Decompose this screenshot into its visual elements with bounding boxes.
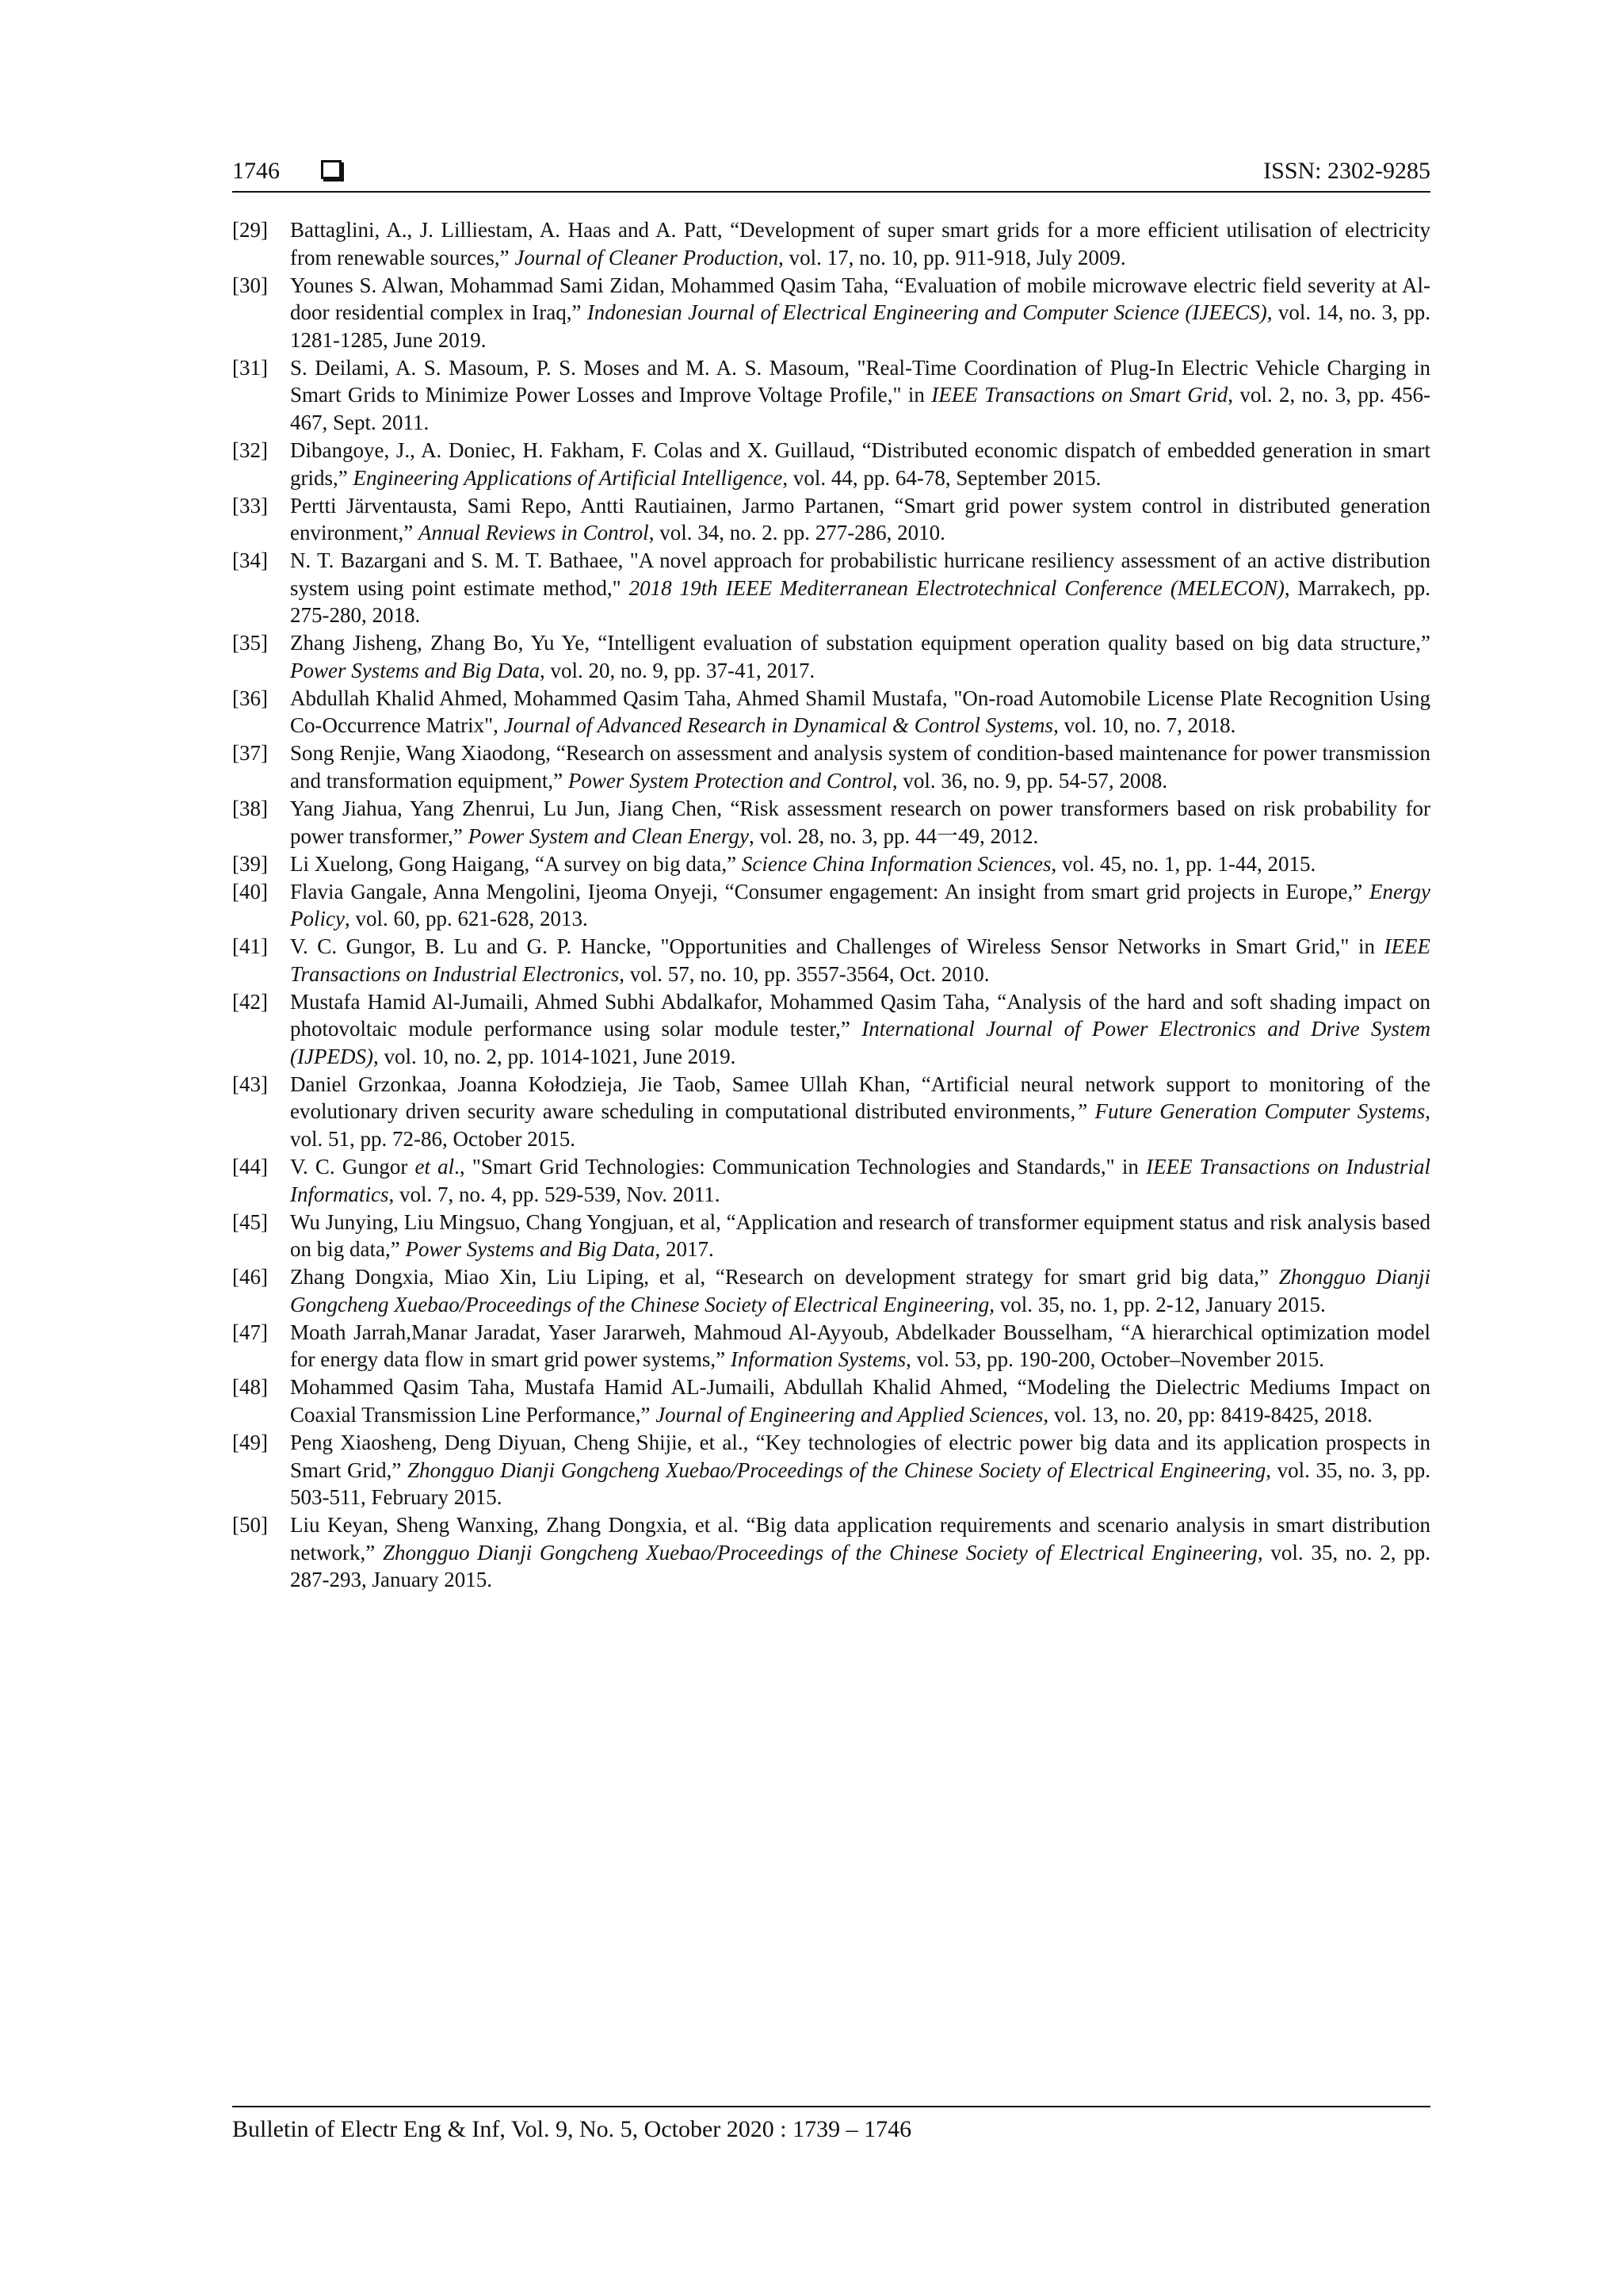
reference-text: [290, 1209, 1430, 1263]
header-rule: [232, 191, 1430, 193]
reference-number: [42]: [232, 989, 268, 1014]
reference-source: Power Systems and Big Data: [405, 1237, 655, 1262]
reference-number: [45]: [232, 1209, 268, 1234]
reference-segment: N. T. Bazargani and S. M. T. Bathaee, "A novel approach for probabilistic hurricane resiliency assessment of an active distribution system using point estimate method,": [290, 548, 1430, 600]
reference-source: Power Systems and Big Data: [290, 658, 540, 682]
reference-item: [232, 1071, 1430, 1153]
reference-number: [35]: [232, 631, 268, 655]
reference-number: [41]: [232, 934, 268, 959]
reference-text: [290, 685, 1430, 739]
footer-rule: [232, 2106, 1430, 2107]
reference-item: [232, 878, 1430, 933]
reference-source: Journal of Cleaner Production: [514, 245, 779, 269]
reference-segment: , vol. 44, pp. 64-78, September 2015.: [782, 465, 1102, 490]
reference-segment: , vol. 45, no. 1, pp. 1-44, 2015.: [1051, 851, 1316, 876]
reference-segment: Mustafa Hamid Al-Jumaili, Ahmed Subhi Abdalkafor, Mohammed Qasim Taha, “Analysis of the hard and soft shading impact on photovoltaic module performance using solar module tester,”: [290, 989, 1430, 1041]
reference-segment: , vol. 36, no. 9, pp. 54-57, 2008.: [892, 769, 1168, 793]
reference-segment: Li Xuelong, Gong Haigang, “A survey on big data,”: [290, 851, 742, 876]
page-header: [232, 155, 1430, 190]
reference-item: [232, 216, 1430, 271]
reference-source: Journal of Engineering and Applied Sciences: [655, 1402, 1044, 1427]
reference-segment: , vol. 13, no. 20, pp: 8419-8425, 2018.: [1043, 1402, 1373, 1427]
reference-segment: Pertti Järventausta, Sami Repo, Antti Rautiainen, Jarmo Partanen, “Smart grid power system control in distributed generation environment,”: [290, 493, 1430, 545]
reference-number: [39]: [232, 851, 268, 876]
reference-number: [36]: [232, 686, 268, 710]
reference-item: [232, 272, 1430, 354]
reference-number: [37]: [232, 741, 268, 766]
reference-segment: Abdullah Khalid Ahmed, Mohammed Qasim Taha, Ahmed Shamil Mustafa, "On-road Automobile License Plate Recognition Using Co-Occurrence Matrix",: [290, 686, 1430, 738]
reference-item: [232, 850, 1430, 878]
reference-item: [232, 1319, 1430, 1373]
reference-item: [232, 1153, 1430, 1208]
issn-label: ISSN: 2302-9285: [1263, 158, 1430, 184]
reference-segment: , vol. 57, no. 10, pp. 3557-3564, Oct. 2010.: [619, 961, 990, 986]
reference-segment: , vol. 7, no. 4, pp. 529-539, Nov. 2011.: [388, 1182, 720, 1206]
reference-source: IEEE Transactions on Industrial Informatics: [290, 1155, 1430, 1206]
reference-segment: vol. 35, no. 1, pp. 2-12, January 2015.: [995, 1292, 1326, 1316]
reference-text: [290, 1511, 1430, 1594]
reference-segment: , vol. 53, pp. 190-200, October–November 2015.: [906, 1347, 1325, 1372]
reference-segment: , vol. 2, no. 3, pp. 456-467, Sept. 2011.: [290, 383, 1430, 434]
reference-source: Zhongguo Dianji Gongcheng Xuebao/Proceedings of the Chinese Society of Electrical Engineering,: [290, 1265, 1430, 1316]
reference-segment: Zhang Dongxia, Miao Xin, Liu Liping, et al, “Research on development strategy for smart grid big data,”: [290, 1265, 1279, 1289]
reference-number: [47]: [232, 1320, 268, 1344]
reference-source: Zhongguo Dianji Gongcheng Xuebao/Proceedings of the Chinese Society of Electrical Engineering: [407, 1457, 1266, 1482]
reference-number: [30]: [232, 273, 268, 297]
reference-source: Power System Protection and Control: [567, 769, 892, 793]
reference-number: [50]: [232, 1513, 268, 1538]
reference-list: [232, 216, 1430, 1594]
footer-citation: Bulletin of Electr Eng & Inf, Vol. 9, No. 5, October 2020 : 1739 – 1746: [232, 2116, 912, 2142]
reference-segment: , vol. 20, no. 9, pp. 37-41, 2017.: [539, 658, 815, 682]
reference-text: [290, 437, 1430, 491]
reference-segment: , vol. 34, no. 2. pp. 277-286, 2010.: [648, 521, 945, 545]
reference-item: [232, 933, 1430, 988]
reference-text: [290, 878, 1430, 933]
reference-segment: vol. 14, no. 3, pp. 1281-1285, June 2019.: [290, 300, 1430, 352]
reference-number: [29]: [232, 218, 268, 242]
reference-segment: , vol. 10, no. 7, 2018.: [1053, 713, 1236, 738]
reference-segment: Zhang Jisheng, Zhang Bo, Yu Ye, “Intelligent evaluation of substation equipment operation quality based on big data structure,”: [290, 631, 1430, 655]
reference-segment: Daniel Grzonkaa, Joanna Kołodzieja, Jie Taob, Samee Ullah Khan, “Artificial neural network support to monitoring of the evolutionary driven security aware scheduling in computational distributed environments: [290, 1072, 1430, 1124]
reference-number: [31]: [232, 355, 268, 380]
reference-item: [232, 547, 1430, 629]
reference-number: [44]: [232, 1155, 268, 1179]
reference-item: [232, 437, 1430, 491]
reference-number: [38]: [232, 796, 268, 820]
reference-segment: , vol. 10, no. 2, pp. 1014-1021, June 2019.: [372, 1044, 736, 1068]
reference-number: [34]: [232, 548, 268, 573]
reference-text: [290, 216, 1430, 271]
reference-segment: Younes S. Alwan, Mohammad Sami Zidan, Mohammed Qasim Taha, “Evaluation of mobile microwave electric field severity at Al-door residential complex in Iraq,”: [290, 273, 1430, 325]
reference-source: Zhongguo Dianji Gongcheng Xuebao/Proceedings of the Chinese Society of Electrical Engineering,: [382, 1540, 1263, 1564]
reference-source: Annual Reviews in Control: [418, 521, 649, 545]
reference-text: [290, 629, 1430, 684]
reference-source: IEEE Transactions on Industrial Electronics: [290, 934, 1430, 986]
reference-text: [290, 1071, 1430, 1153]
reference-text: [290, 795, 1430, 850]
reference-item: [232, 1511, 1430, 1594]
reference-source: ,” Future Generation Computer Systems: [1070, 1099, 1426, 1124]
reference-number: [48]: [232, 1375, 268, 1400]
reference-segment: ., "Smart Grid Technologies: Communication Technologies and Standards," in: [454, 1155, 1146, 1179]
reference-number: [32]: [232, 437, 268, 462]
reference-source: Indonesian Journal of Electrical Engineering and Computer Science (IJEECS),: [586, 300, 1273, 325]
reference-segment: Mohammed Qasim Taha, Mustafa Hamid AL-Jumaili, Abdullah Khalid Ahmed, “Modeling the Dielectric Mediums Impact on Coaxial Transmission Line Performance,”: [290, 1375, 1430, 1427]
page-number: 1746: [232, 158, 280, 184]
reference-segment: Song Renjie, Wang Xiaodong, “Research on assessment and analysis system of condition-based maintenance for power transmission and transformation equipment,”: [290, 741, 1430, 793]
reference-item: [232, 354, 1430, 437]
reference-segment: V. C. Gungor, B. Lu and G. P. Hancke, "Opportunities and Challenges of Wireless Sensor Networks in Smart Grid," in: [290, 934, 1384, 959]
reference-segment: , vol. 17, no. 10, pp. 911-918, July 2009.: [778, 245, 1126, 269]
reference-segment: , vol. 60, pp. 621-628, 2013.: [344, 907, 588, 931]
reference-segment: Wu Junying, Liu Mingsuo, Chang Yongjuan, et al, “Application and research of transformer equipment status and risk analysis based on big data,”: [290, 1209, 1430, 1262]
reference-source: Engineering Applications of Artificial Intelligence: [353, 465, 783, 490]
reference-segment: Yang Jiahua, Yang Zhenrui, Lu Jun, Jiang Chen, “Risk assessment research on power transformers based on risk probability for power transformer,”: [290, 796, 1430, 848]
reference-number: [40]: [232, 879, 268, 904]
reference-source: International Journal of Power Electronics and Drive System (IJPEDS): [290, 1017, 1430, 1068]
reference-segment: Peng Xiaosheng, Deng Diyuan, Cheng Shijie, et al., “Key technologies of electric power big data and its application prospects in Smart Grid,”: [290, 1430, 1430, 1482]
reference-item: [232, 1263, 1430, 1318]
reference-segment: Battaglini, A., J. Lilliestam, A. Haas and A. Patt, “Development of super smart grids for a more efficient utilisation of electricity from renewable sources,”: [290, 218, 1430, 269]
reference-source: Power System and Clean Energy: [468, 823, 750, 848]
reference-text: [290, 1319, 1430, 1373]
reference-source: Science China Information Sciences: [741, 851, 1052, 876]
reference-item: [232, 739, 1430, 794]
reference-segment: Flavia Gangale, Anna Mengolini, Ijeoma Onyeji, “Consumer engagement: An insight from smart grid projects in Europe,”: [290, 879, 1370, 904]
reference-source: IEEE Transactions on Smart Grid: [931, 383, 1228, 407]
reference-text: [290, 1373, 1430, 1428]
reference-segment: , vol. 28, no. 3, pp. 44一49, 2012.: [749, 823, 1039, 848]
reference-source: Journal of Advanced Research in Dynamical & Control Systems: [503, 713, 1054, 738]
reference-item: [232, 1373, 1430, 1428]
reference-segment: , 2017.: [655, 1237, 714, 1262]
reference-text: [290, 1263, 1430, 1318]
reference-source: et al: [414, 1155, 455, 1179]
reference-text: [290, 1153, 1430, 1208]
reference-item: [232, 492, 1430, 547]
reference-source: Information Systems: [730, 1347, 907, 1372]
reference-source: 2018 19th IEEE Mediterranean Electrotechnical Conference (MELECON): [628, 575, 1285, 600]
reference-item: [232, 685, 1430, 739]
reference-number: [46]: [232, 1265, 268, 1289]
reference-item: [232, 1209, 1430, 1263]
reference-segment: , vol. 51, pp. 72-86, October 2015.: [290, 1099, 1430, 1152]
reference-text: [290, 354, 1430, 437]
reference-item: [232, 795, 1430, 850]
reference-segment: , vol. 35, no. 3, pp. 503-511, February 2015.: [290, 1457, 1430, 1510]
reference-segment: Dibangoye, J., A. Doniec, H. Fakham, F. Colas and X. Guillaud, “Distributed economic dispatch of embedded generation in smart grids,”: [290, 437, 1430, 490]
reference-item: [232, 988, 1430, 1071]
reference-number: [49]: [232, 1430, 268, 1454]
reference-segment: Liu Keyan, Sheng Wanxing, Zhang Dongxia, et al. “Big data application requirements and scenario analysis in smart distribution network,”: [290, 1513, 1430, 1564]
reference-source: Energy Policy: [290, 879, 1430, 931]
reference-segment: S. Deilami, A. S. Masoum, P. S. Moses and M. A. S. Masoum, "Real-Time Coordination of Plug-In Electric Vehicle Charging in Smart Grids to Minimize Power Losses and Improve Voltage Profile," in: [290, 355, 1430, 407]
reference-segment: Moath Jarrah,Manar Jaradat, Yaser Jararweh, Mahmoud Al-Ayyoub, Abdelkader Bousselham, “A hierarchical optimization model for energy data flow in smart grid power systems,”: [290, 1320, 1430, 1372]
reference-number: [33]: [232, 493, 268, 518]
reference-text: [290, 933, 1430, 988]
reference-text: [290, 850, 1430, 878]
reference-text: [290, 492, 1430, 547]
reference-segment: vol. 35, no. 2, pp. 287-293, January 2015.: [290, 1540, 1430, 1592]
reference-item: [232, 1429, 1430, 1511]
reference-segment: , Marrakech, pp. 275-280, 2018.: [290, 575, 1430, 628]
reference-text: [290, 547, 1430, 629]
square-box-icon: [321, 160, 342, 179]
reference-item: [232, 629, 1430, 684]
reference-text: [290, 1429, 1430, 1511]
reference-text: [290, 739, 1430, 794]
reference-text: [290, 988, 1430, 1071]
page-footer: [232, 2106, 1430, 2145]
reference-text: [290, 272, 1430, 354]
reference-number: [43]: [232, 1072, 268, 1096]
reference-segment: V. C. Gungor: [290, 1155, 415, 1179]
